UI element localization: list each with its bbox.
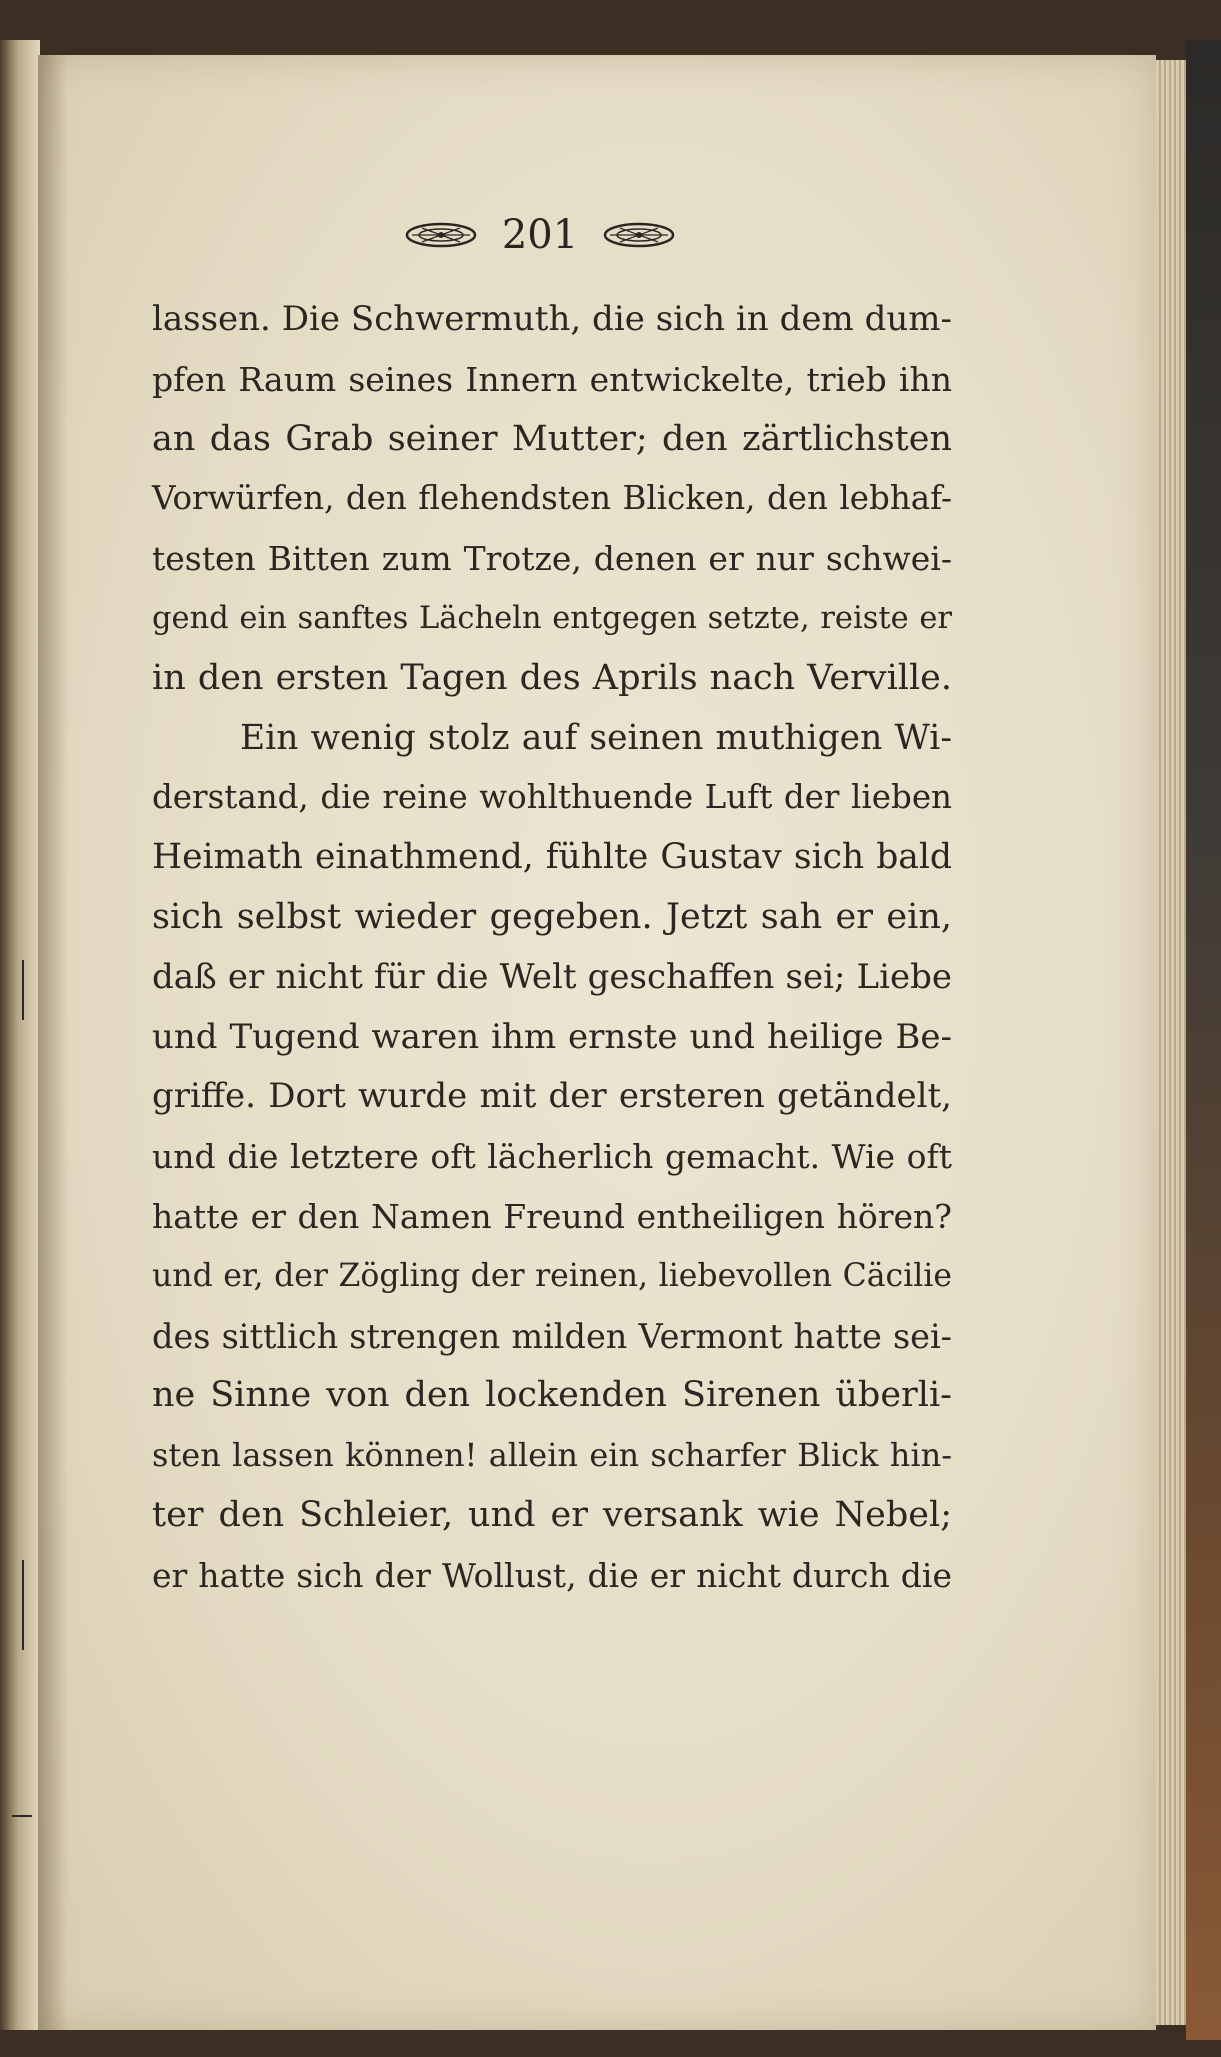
text-line: derstand, die reine wohlthuende Luft der lieben	[152, 778, 952, 817]
book-cover-edge	[1186, 40, 1221, 2040]
text-line: hatte er den Namen Freund entheiligen hören?	[152, 1196, 952, 1236]
body-text	[152, 290, 952, 1606]
text-line: Ein wenig stolz auf seinen muthigen Wi-	[240, 717, 952, 758]
text-line: sich selbst wieder gegeben. Jetzt sah er ein,	[152, 896, 952, 937]
text-line: griffe. Dort wurde mit der ersteren getändelt,	[152, 1076, 952, 1117]
left-page-edge	[0, 40, 40, 2030]
margin-mark	[22, 1560, 24, 1650]
text-line: und Tugend waren ihm ernste und heilige Be-	[152, 1016, 952, 1057]
text-line: Heimath einathmend, fühlte Gustav sich bald	[152, 837, 952, 878]
text-line: ne Sinne von den lockenden Sirenen überli-	[152, 1375, 952, 1416]
page-header	[390, 210, 690, 260]
page-number: 201	[501, 212, 579, 258]
page-stack-edge	[1156, 60, 1186, 2025]
text-line: ter den Schleier, und er versank wie Nebel;	[152, 1494, 952, 1535]
text-line: daß er nicht für die Welt geschaffen sei; Liebe	[152, 956, 952, 997]
text-line: er hatte sich der Wollust, die er nicht durch die	[152, 1555, 952, 1595]
text-line: Vorwürfen, den flehendsten Blicken, den lebhaf-	[152, 479, 952, 518]
text-line: und er, der Zögling der reinen, liebevollen Cäcilie	[152, 1257, 952, 1294]
page-gutter-shadow	[38, 55, 68, 2030]
text-line: in den ersten Tagen des Aprils nach Verville.	[152, 657, 952, 698]
margin-mark	[22, 960, 24, 1020]
margin-mark	[12, 1815, 32, 1817]
text-line: des sittlich strengen milden Vermont hatte sei-	[152, 1316, 952, 1356]
text-line: sten lassen können! allein ein scharfer Blick hin-	[152, 1436, 952, 1475]
text-line: testen Bitten zum Trotze, denen er nur schwei-	[152, 539, 952, 579]
text-line: lassen. Die Schwermuth, die sich in dem dum-	[152, 299, 952, 339]
ornament-left-icon	[404, 219, 478, 251]
text-line: und die letztere oft lächerlich gemacht. Wie oft	[152, 1137, 952, 1177]
text-line: an das Grab seiner Mutter; den zärtlichsten	[152, 418, 952, 459]
text-line: gend ein sanftes Lächeln entgegen setzte, reiste er	[152, 600, 952, 636]
text-line: pfen Raum seines Innern entwickelte, trieb ihn	[152, 359, 952, 399]
ornament-right-icon	[602, 219, 676, 251]
